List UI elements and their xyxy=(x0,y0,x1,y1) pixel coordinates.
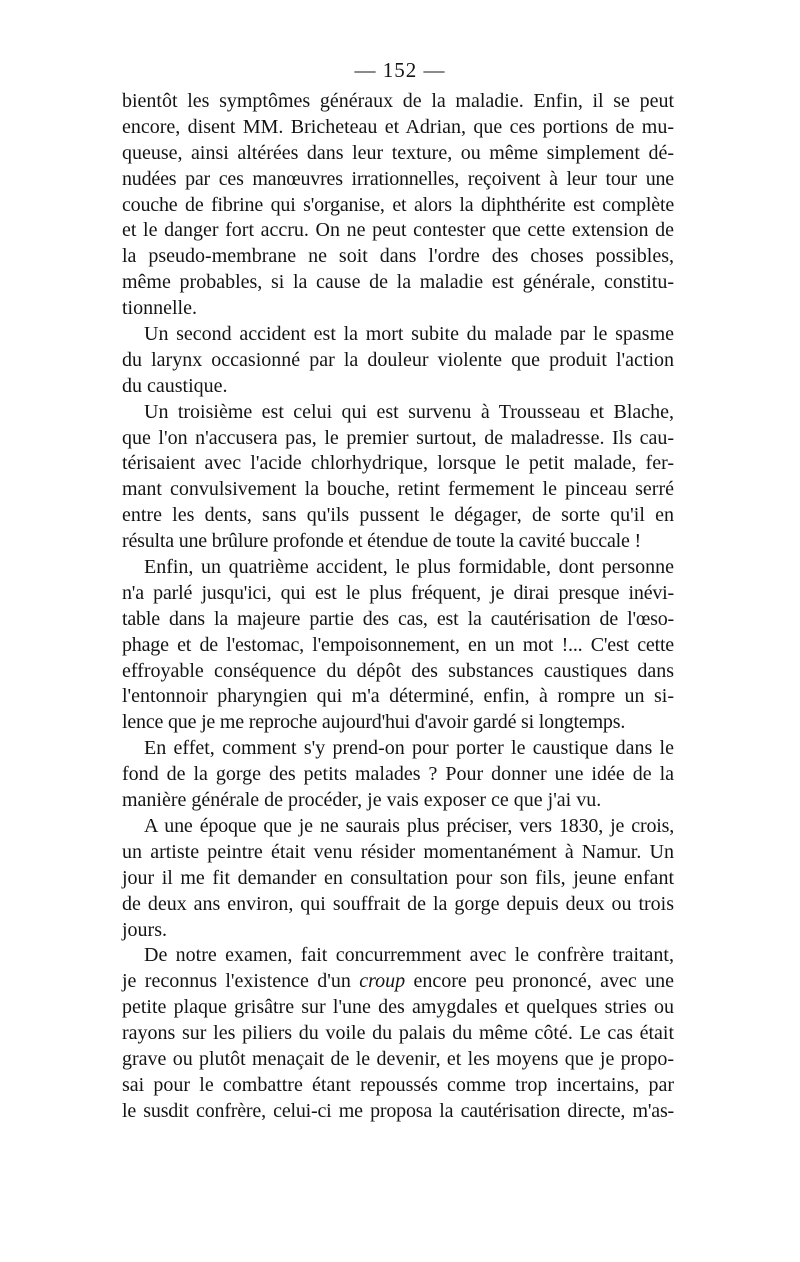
text-line: du caustique. xyxy=(122,374,228,397)
paragraph-start-line: Enfin, un quatrième accident, le plus formidable, dont personne xyxy=(144,556,674,579)
body-text xyxy=(122,89,674,1125)
text-line: du larynx occasionné par la douleur violente que produit l'action xyxy=(122,348,674,371)
text-line: n'a parlé jusqu'ici, qui est le plus fréquent, je dirai presque inévi- xyxy=(122,581,674,604)
text-line: phage et de l'estomac, l'empoisonnement, en un mot !... C'est cette xyxy=(122,633,674,656)
text-line: table dans la majeure partie des cas, est la cautérisation de l'œso- xyxy=(122,607,674,630)
text-line: résulta une brûlure profonde et étendue de toute la cavité buccale ! xyxy=(122,530,641,553)
text-line: sai pour le combattre étant repoussés comme trop incertains, par xyxy=(122,1073,674,1096)
text-line: grave ou plutôt menaçait de le devenir, et les moyens que je propo- xyxy=(122,1047,674,1070)
paragraph-start-line: Un troisième est celui qui est survenu à Trousseau et Blache, xyxy=(144,400,674,423)
text-line: manière générale de procéder, je vais exposer ce que j'ai vu. xyxy=(122,789,602,812)
text-line: tionnelle. xyxy=(122,297,197,320)
text-line: un artiste peintre était venu résider momentanément à Namur. Un xyxy=(122,840,674,863)
text-line: effroyable conséquence du dépôt des substances caustiques dans xyxy=(122,659,674,682)
text-fragment: je reconnus l'existence d'un xyxy=(122,970,360,993)
text-line: l'entonnoir pharyngien qui m'a déterminé, enfin, à rompre un si- xyxy=(122,685,674,708)
text-line: jours. xyxy=(122,918,167,941)
text-line: térisaient avec l'acide chlorhydrique, lorsque le petit malade, fer- xyxy=(122,452,674,475)
text-line: la pseudo-membrane ne soit dans l'ordre des choses possibles, xyxy=(122,245,674,268)
paragraph-start-line: De notre examen, fait concurremment avec le confrère traitant, xyxy=(144,944,674,967)
text-line: queuse, ainsi altérées dans leur texture, ou même simplement dé- xyxy=(122,141,674,164)
paragraph-start-line: En effet, comment s'y prend-on pour porter le caustique dans le xyxy=(144,737,674,760)
text-line: fond de la gorge des petits malades ? Pour donner une idée de la xyxy=(122,763,674,786)
text-line: couche de fibrine qui s'organise, et alors la diphthérite est complète xyxy=(122,193,674,216)
page-number: — 152 — xyxy=(354,58,446,82)
text-line: encore, disent MM. Bricheteau et Adrian, que ces portions de mu- xyxy=(122,115,674,138)
paragraph-start-line: A une époque que je ne saurais plus préciser, vers 1830, je crois, xyxy=(144,814,674,837)
paragraph-start-line: Un second accident est la mort subite du malade par le spasme xyxy=(144,323,674,346)
text-line: rayons sur les piliers du voile du palais du même côté. Le cas était xyxy=(122,1022,674,1045)
text-line: bientôt les symptômes généraux de la maladie. Enfin, il se peut xyxy=(122,90,674,112)
text-line xyxy=(122,969,674,995)
text-line: et le danger fort accru. On ne peut contester que cette extension de xyxy=(122,219,674,242)
text-line: le susdit confrère, celui-ci me proposa la cautérisation directe, m'as- xyxy=(122,1099,674,1122)
text-line: de deux ans environ, qui souffrait de la gorge depuis deux ou trois xyxy=(122,892,674,915)
text-line: entre les dents, sans qu'ils pussent le dégager, de sorte qu'il en xyxy=(122,504,674,527)
italic-term: croup xyxy=(359,970,406,993)
text-fragment: encore peu prononcé, avec une xyxy=(405,970,674,993)
text-line: mant convulsivement la bouche, retint fermement le pinceau serré xyxy=(122,478,674,501)
text-line: nudées par ces manœuvres irrationnelles, reçoivent à leur tour une xyxy=(122,167,674,190)
text-line: petite plaque grisâtre sur l'une des amygdales et quelques stries ou xyxy=(122,996,674,1019)
text-line: même probables, si la cause de la maladie est générale, constitu- xyxy=(122,271,674,294)
text-line: jour il me fit demander en consultation pour son fils, jeune enfant xyxy=(122,866,674,889)
text-line: lence que je me reproche aujourd'hui d'avoir gardé si longtemps. xyxy=(122,711,626,734)
text-line: que l'on n'accusera pas, le premier surtout, de maladresse. Ils cau- xyxy=(122,426,674,449)
